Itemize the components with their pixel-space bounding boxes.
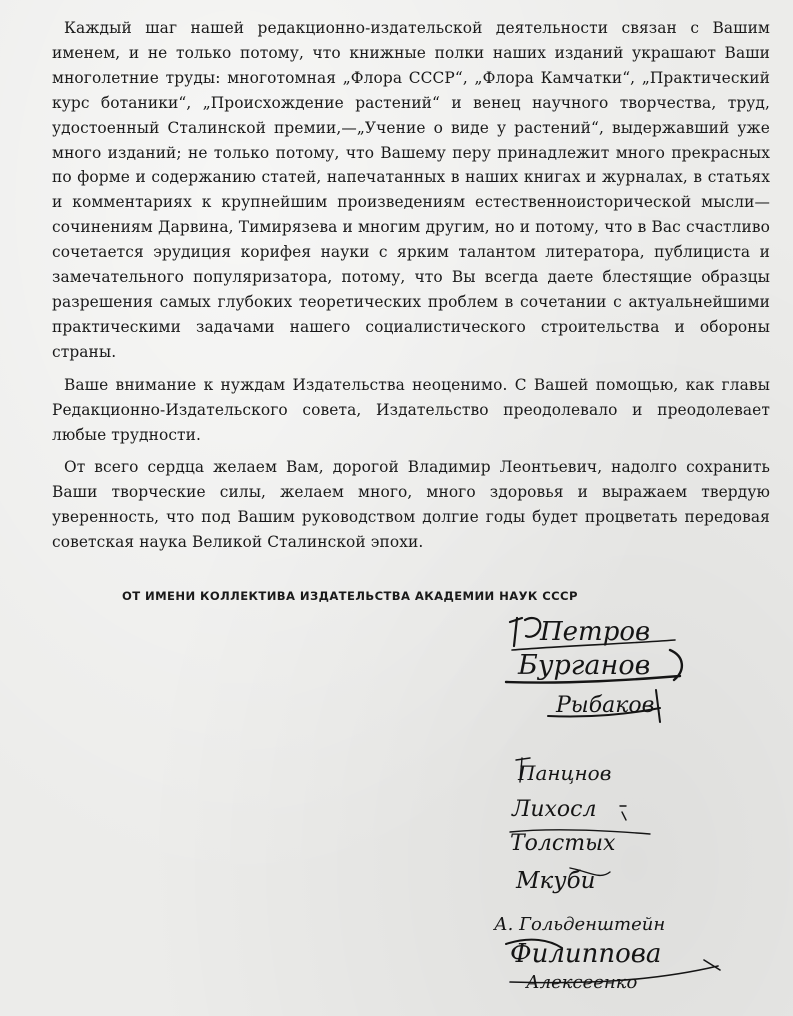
signature-2 (506, 650, 682, 683)
signature-6-text: Толстых (510, 831, 616, 856)
signature-4 (516, 758, 611, 785)
signature-9-text: Филиппова (510, 939, 662, 969)
signature-7-text: Мкуби (516, 868, 596, 894)
signature-2-text: Бурганов (518, 650, 651, 681)
signatory-heading: ОТ ИМЕНИ КОЛЛЕКТИВА ИЗДАТЕЛЬСТВА АКАДЕМИИ НАУК СССР (122, 589, 578, 603)
signature-block (470, 610, 770, 1010)
signature-1 (510, 617, 675, 650)
paragraph-3: От всего сердца желаем Вам, дорогой Владимир Леонтьевич, надолго сохранить Ваши творческие силы, желаем много, много здоровья и выражаем твердую уверенность, что под Вашим руководством долгие годы будет процветать передовая советская наука Великой Сталинской эпохи. (52, 458, 770, 552)
signature-8-text: А. Гольденштейн (494, 914, 666, 935)
letter-body (52, 16, 770, 563)
signature-9 (506, 939, 661, 969)
signatures-drawing (470, 610, 770, 1010)
paragraph-1: Каждый шаг нашей редакционно-издательской деятельности связан с Вашим именем, и не только потому, что книжные полки наших изданий украшают Ваши многолетние труды: многотомная „Флора СССР“, „Флора Камчатки“, „Практический курс ботаники“, „Происхождение растений“ и венец научного творчества, труд, удостоенный Сталинской премии,—„Учение о виде у растений“, выдержавший уже много изданий; не только потому, что Вашему перу принадлежит много прекрасных по форме и содержанию статей, напечатанных в наших книгах и журналах, в статьях и комментариях к крупнейшим произведениям естественноисторической мысли—сочинениям Дарвина, Тимирязева и многим другим, но и потому, что в Вас счастливо сочетается эрудиция корифея науки с ярким талантом литератора, публициста и замечательного популяризатора, потому, что Вы всегда даете блестящие образцы разрешения самых глубоких теоретических проблем в сочетании с актуальнейшими практическими задачами нашего социалистического строительства и обороны страны. (52, 19, 770, 361)
signature-5-text: Лихосл (512, 797, 597, 822)
signature-1-text: Петров (540, 617, 651, 647)
signature-7 (515, 868, 610, 894)
signature-6 (510, 830, 650, 856)
signature-10-text: Алексеенко (526, 972, 638, 993)
signature-4-text: Панцнов (518, 761, 612, 785)
signature-3 (548, 690, 660, 722)
paragraph-2: Ваше внимание к нуждам Издательства неоценимо. С Вашей помощью, как главы Редакционно-Издательского совета, Издательство преодолевало и преодолевает любые трудности. (52, 375, 770, 444)
signature-5 (511, 797, 626, 822)
signature-8 (492, 914, 665, 935)
signature-3-text: Рыбаков (556, 693, 655, 718)
